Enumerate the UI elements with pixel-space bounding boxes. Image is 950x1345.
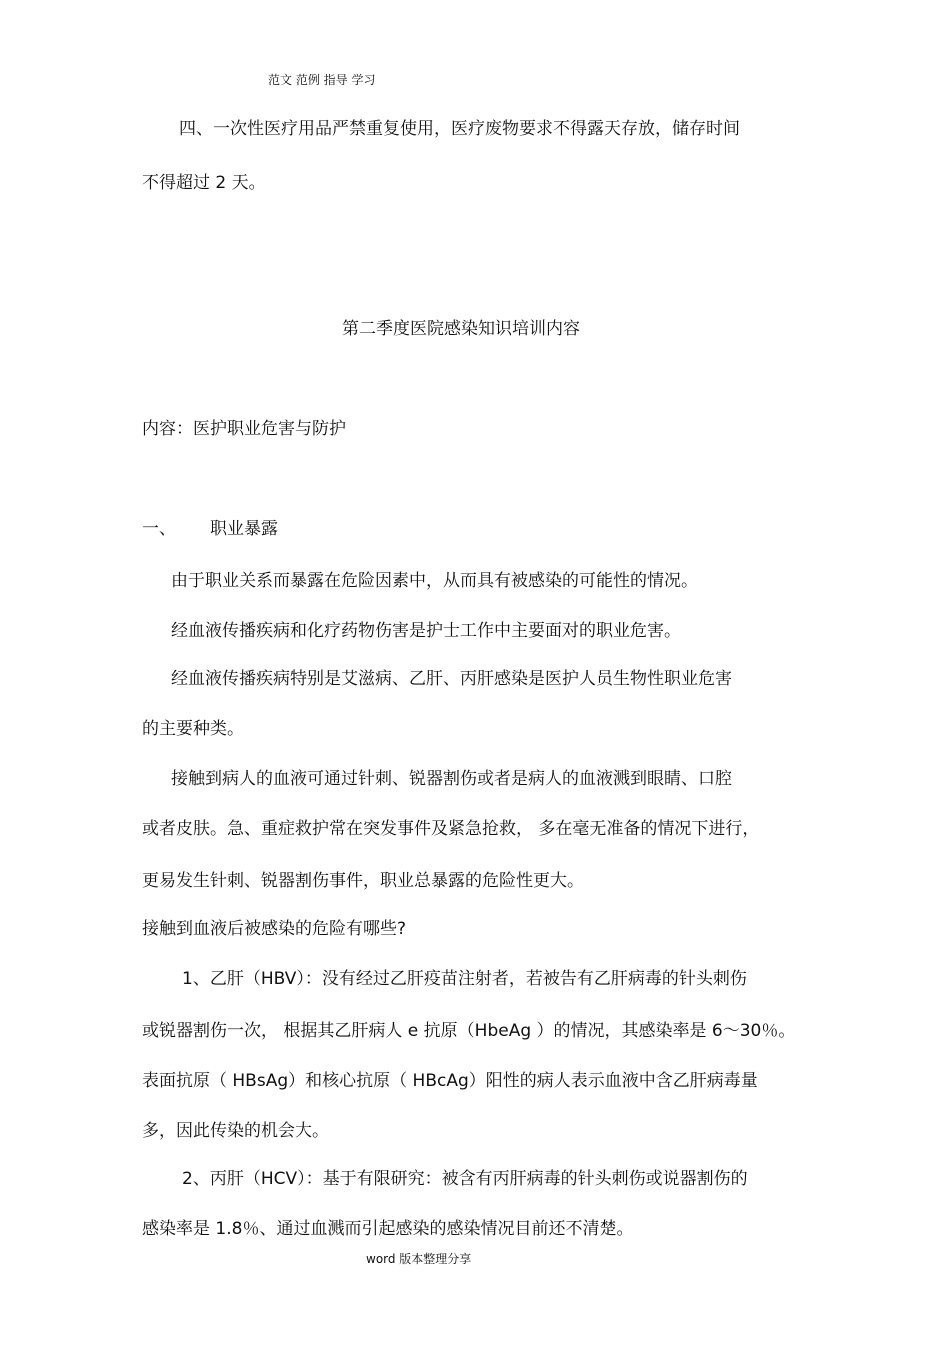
section-four-line-1: 四、一次性医疗用品严禁重复使用，医疗废物要求不得露天存放，储存时间 — [179, 119, 740, 139]
hbv-line-1: 1、乙肝（HBV）：没有经过乙肝疫苗注射者，若被告有乙肝病毒的针头刺伤 — [182, 969, 747, 989]
page-footer: word 版本整理分享 — [366, 1252, 472, 1266]
paragraph-1: 由于职业关系而暴露在危险因素中，从而具有被感染的可能性的情况。 — [171, 571, 698, 591]
hbv-line-2: 或锐器割伤一次， 根据其乙肝病人 e 抗原（HbeAg ）的情况，其感染率是 6～30％。 — [142, 1021, 796, 1041]
paragraph-3-line-1: 经血液传播疾病特别是艾滋病、乙肝、丙肝感染是医护人员生物性职业危害 — [171, 669, 732, 689]
content-label: 内容：医护职业危害与防护 — [142, 419, 346, 439]
document-title: 第二季度医院感染知识培训内容 — [342, 319, 580, 339]
hcv-line-1: 2、丙肝（HCV）：基于有限研究：被含有丙肝病毒的针头刺伤或说器割伤的 — [182, 1169, 748, 1189]
part-one-heading: 职业暴露 — [210, 519, 278, 539]
hcv-line-2: 感染率是 1.8％、通过血溅而引起感染的感染情况目前还不清楚。 — [142, 1219, 634, 1239]
page-header: 范文 范例 指导 学习 — [268, 73, 376, 87]
paragraph-4-line-3: 更易发生针刺、锐器割伤事件，职业总暴露的危险性更大。 — [142, 871, 584, 891]
paragraph-4-line-2: 或者皮肤。急、重症救护常在突发事件及紧急抢救， 多在毫无准备的情况下进行， — [142, 819, 760, 839]
paragraph-2: 经血液传播疾病和化疗药物伤害是护士工作中主要面对的职业危害。 — [171, 621, 681, 641]
hbv-line-3: 表面抗原（ HBsAg）和核心抗原（ HBcAg）阳性的病人表示血液中含乙肝病毒量 — [142, 1071, 758, 1091]
hbv-line-4: 多，因此传染的机会大。 — [142, 1121, 329, 1141]
section-four-line-2: 不得超过 2 天。 — [142, 173, 266, 193]
question-line: 接触到血液后被感染的危险有哪些? — [142, 919, 407, 939]
part-one-number: 一、 — [142, 519, 176, 539]
paragraph-3-line-2: 的主要种类。 — [142, 719, 244, 739]
paragraph-4-line-1: 接触到病人的血液可通过针刺、锐器割伤或者是病人的血液溅到眼睛、口腔 — [171, 769, 732, 789]
